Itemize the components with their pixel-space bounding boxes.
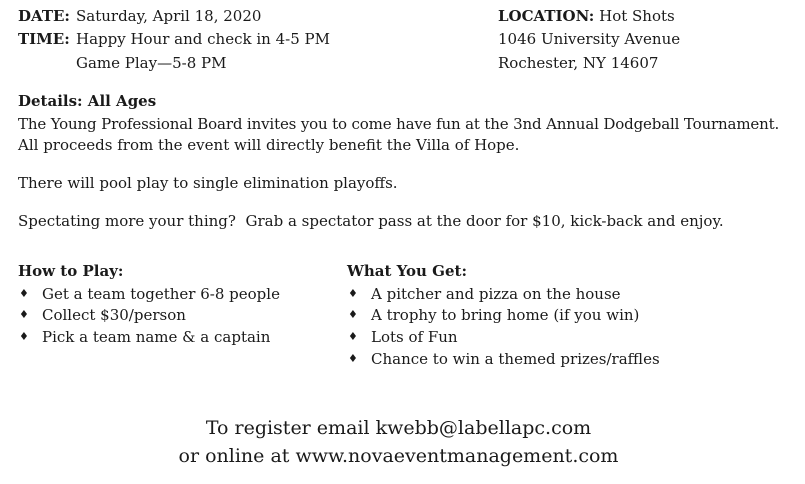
how-to-play-item: Pick a team name & a captain (42, 328, 271, 346)
register-online-line: or online at www.novaeventmanagement.com (178, 445, 619, 467)
date-label: DATE: (18, 7, 70, 25)
date-value: Saturday, April 18, 2020 (76, 7, 262, 25)
time-value-game-play: Game Play—5-8 PM (76, 54, 227, 72)
register-email-line: To register email kwebb@labellapc.com (205, 417, 592, 439)
what-you-get-heading: What You Get: (347, 262, 467, 280)
details-proceeds-text: All proceeds from the event will directly benefit the Villa of Hope. (18, 136, 520, 154)
what-you-get-item: A trophy to bring home (if you win) (371, 306, 640, 324)
details-heading: Details: All Ages (18, 92, 157, 110)
diamond-bullet-icon: ♦ (19, 330, 29, 343)
diamond-bullet-icon: ♦ (19, 308, 29, 321)
location-line (498, 6, 675, 26)
details-invite-text: The Young Professional Board invites you to come have fun at the 3nd Annual Dodgeball Tournament. (18, 115, 780, 133)
how-to-play-item: Collect $30/person (42, 306, 186, 324)
spectating-text: Spectating more your thing? Grab a spectator pass at the door for $10, kick-back and enjoy. (18, 212, 724, 230)
what-you-get-item: Lots of Fun (371, 328, 458, 346)
time-value-happy-hour: Happy Hour and check in 4-5 PM (76, 30, 330, 48)
diamond-bullet-icon: ♦ (348, 308, 358, 321)
what-you-get-item: Chance to win a themed prizes/raffles (371, 350, 660, 368)
what-you-get-item: A pitcher and pizza on the house (371, 285, 621, 303)
pool-play-text: There will pool play to single elimination playoffs. (18, 174, 398, 192)
diamond-bullet-icon: ♦ (348, 352, 358, 365)
location-street: 1046 University Avenue (498, 30, 681, 48)
location-label: LOCATION: (498, 7, 595, 25)
diamond-bullet-icon: ♦ (348, 330, 358, 343)
how-to-play-item: Get a team together 6-8 people (42, 285, 280, 303)
diamond-bullet-icon: ♦ (19, 287, 29, 300)
time-label: TIME: (18, 30, 70, 48)
location-name: Hot Shots (599, 7, 675, 25)
diamond-bullet-icon: ♦ (348, 287, 358, 300)
location-city: Rochester, NY 14607 (498, 54, 659, 72)
how-to-play-heading: How to Play: (18, 262, 124, 280)
